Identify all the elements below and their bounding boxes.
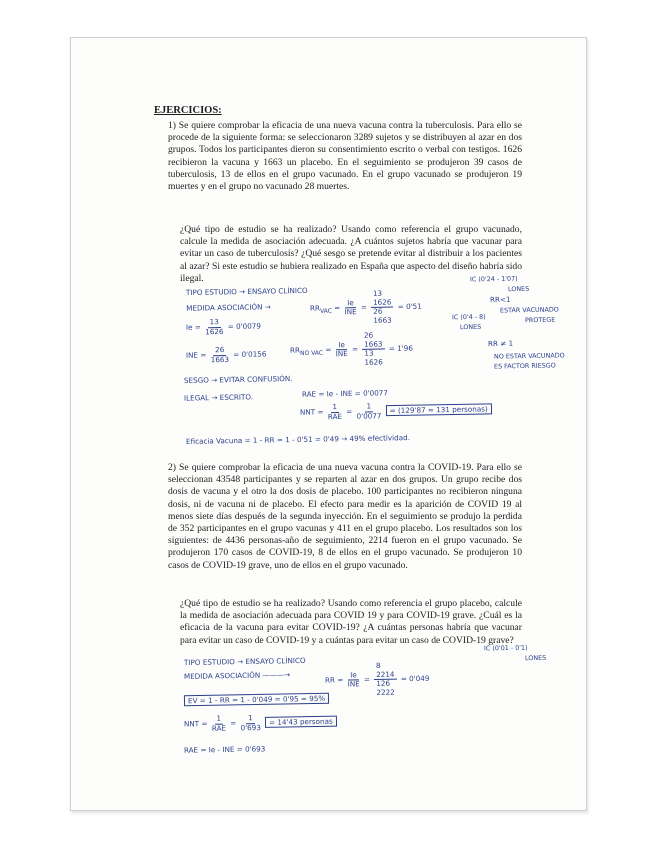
hw1-ie-num: Ie [345,299,356,309]
hw1-nnt: NNT = $\frac{1}{\text{RAE}}$ = $\frac{1}{0'0077}$ = (129'87 ≈ 131 personas) [300,400,492,422]
hw2-rr-label: RR = [324,675,344,685]
hw1-ic2: IC (0'4 - 8) [451,312,486,322]
hw1-protege: PROTEGE [524,315,556,325]
hw1-ie [186,317,261,336]
hw1-study-type: TIPO ESTUDIO → ENSAYO CLÍNICO [185,285,308,298]
hw1-nnt-result: = (129'87 ≈ 131 personas) [386,403,492,416]
hw2-nnt-frac1: $\frac{1}{\text{RAE}}$ [211,713,227,733]
hw2-rr-frac: $\frac{Ie}{\text{INE}}$ [347,669,360,689]
hw2-ic: IC (0'01 - 0'1) [483,643,528,653]
hw2-nnt: NNT = $\frac{1}{\text{RAE}}$ = $\frac{1}{0'693}$ = 14'43 personas [184,713,337,734]
hw1-factor: ES FACTOR RIESGO [493,361,556,371]
exercise-2-questions: ¿Qué tipo de estudio se ha realizado? Usando como referencia el grupo placebo, calcule la medida de asociación adecuada para COVID 19 y para COVID-19 grave. ¿Cuál es la eficacia de la vacuna para evitar COVID-19? ¿A cuántas personas habría que vacunar para evitar un caso de COVID-19 y a cuántas para evitar un caso de COVID-19 grave? [180,598,522,646]
hw1-nnt-frac1: $\frac{1}{\text{RAE}}$ [327,402,343,421]
hw1-rr-novac-values [362,331,385,367]
exercise-2-statement: 2) Se quiere comprobar la eficacia de una nueva vacuna contra la COVID-19. Para ello se seleccionan 43548 participantes y se reparten al azar en dos grupos. Un grupo recibe dos dosis de vacuna y el otro la dos dosis de placebo. 100 participantes no recibieron ninguna dosis, ni de vacuna ni de placebo. El efecto para medir es la aparición de COVID 19 al menos siete días después de la segunda inyección. En el seguimiento se produjo la perdida de 352 participantes en el grupo vacunas y 411 en el grupo placebo. Los resultados son los siguientes: de 4436 personas-año de seguimiento, 2214 fueron en el grupo vacunado. Se produjeron 170 casos de COVID-19, 8 de ellos en el grupo vacunado. Se produjeron 10 casos de COVID-19 grave, uno de ellos en el grupo vacunado. [168,462,522,571]
hw1-frac-26-1663b: 26 1663 [362,331,385,350]
hw1-ic-top: IC (0'24 - 1'07) [469,274,518,284]
hw2-nnt-result: = 14'43 personas [265,716,337,728]
hw2-nnt-frac2: $\frac{1}{0'693}$ [240,713,261,732]
hw1-rr-vac: $RR_{VAC}$ = $\frac{Ie}{\text{INE}}$ = 13 1626 26 1663 = 0'51 [309,288,422,325]
hw1-estar-vacunado: ESTAR VACUNADO [499,305,559,315]
hw2-association: MEDIDA ASOCIACIÓN ———→ [183,670,291,681]
hw1-nnt-frac2: $\frac{1}{0'0077}$ [356,401,382,421]
hw1-nnt-label: NNT = [299,407,324,417]
hw1-eficacia: Eficacia Vacuna = 1 - RR = 1 - 0'51 = 0'49 → 49% efectividad. [185,433,411,446]
hw2-ev-result: EV = 1 - RR = 1 - 0'049 = 0'95 = 95% [184,693,329,707]
hw1-rr-label: RR [309,303,321,313]
exercises-heading: EJERCICIOS: [154,105,222,116]
hw2-rae: RAE = Ie - INE = 0'693 [183,744,266,755]
hw1-ie-frac: $\frac{13}{1626}$ [205,317,224,336]
hw2-rr: RR = $\frac{Ie}{\text{INE}}$ = 8 2214 126 2222 = 0'049 [324,660,430,697]
hw2-frac-126-2222: 126 2222 [376,678,395,697]
hw2-rr-values [374,662,397,698]
hw1-ilegal: ILEGAL → ESCRITO. [183,392,254,403]
hw1-association [186,291,271,313]
hw1-rae: RAE = Ie - INE = 0'0077 [301,388,388,399]
hw1-rr-fraction [344,299,356,317]
hw2-frac-8-2214: 8 2214 [374,662,397,681]
hw1-frac-13-1626: 13 1626 [371,290,394,309]
hw1-rr-values [371,290,394,326]
hw1-rr-novac-label: RR [289,345,301,355]
hw1-ine-value: = 0'0156 [233,349,267,359]
hw1-ine [186,345,267,365]
hw1-rr-neq1: RR ≠ 1 [487,338,514,349]
hw1-sesgo: SESGO → EVITAR CONFUSIÓN. [183,374,293,385]
hw1-ie-label: Ie = [185,322,201,332]
hw1-lones2: LONES [459,322,482,332]
hw1-rr-lt1: RR<1 [489,294,511,305]
hw1-ie-value: = 0'0079 [227,321,261,332]
hw1-rr-value: = 0'51 [397,301,422,312]
hw1-ine-label: INE = [185,350,207,360]
hw2-lones: LONES [524,653,547,663]
exercise-1-questions: ¿Qué tipo de estudio se ha realizado? Usando como referencia el grupo vacunado, calcule la medida de asociación adecuada. ¿A cuántos sujetos habría que vacunar para evitar un caso de tuberculosis? ¿Qué sesgo se pretende evitar al distribuir a los pacientes al azar? Si este estudio se hubiera realizado en España que aspecto del diseño habría sido ilegal. [180,224,522,284]
hw1-frac-13-1626b: 13 1626 [364,348,383,367]
hw1-rr-novac-sub: NO VAC [299,349,324,358]
hw1-ine-frac: $\frac{26}{1663}$ [210,345,230,364]
hw1-frac-26-1663: 26 1663 [373,306,392,325]
hw1-lones-top: LONES [507,284,530,294]
hw1-rr-novac-frac: $\frac{Ie}{\text{INE}}$ [335,339,348,359]
hw2-study-type: TIPO ESTUDIO → ENSAYO CLÍNICO [183,655,306,668]
hw2-nnt-label: NNT = [183,719,208,729]
hw2-rr-value: = 0'049 [400,673,430,684]
hw1-ine-den: INE [344,307,357,317]
hw1-rr-novac: $RR_{NO VAC}$ = $\frac{Ie}{\text{INE}}$ = 26 1663 13 1626 = 1'96 [289,330,413,367]
hw1-association-label: MEDIDA ASOCIACIÓN → [186,302,271,313]
hw1-rr-sub: VAC [319,307,333,315]
hw1-no-estar: NO ESTAR VACUNADO [493,351,565,361]
hw1-rr-novac-value: = 1'96 [388,343,413,354]
exercise-1-statement: 1) Se quiere comprobar la eficacia de una nueva vacuna contra la tuberculosis. Para ello se procede de la siguiente forma: se seleccionaron 3289 sujetos y se distribuyen al azar en dos grupos. Todos los participantes dieron su consentimiento escrito o verbal con testigos. 1626 recibieron la vacuna y 1663 un placebo. En el seguimiento se produjeron 39 casos de tuberculosis, 13 de ellos en el grupo vacunado. En el grupo vacunado se produjeron 19 muertes y en el grupo no vacunado 28 muertes. [168,120,522,193]
